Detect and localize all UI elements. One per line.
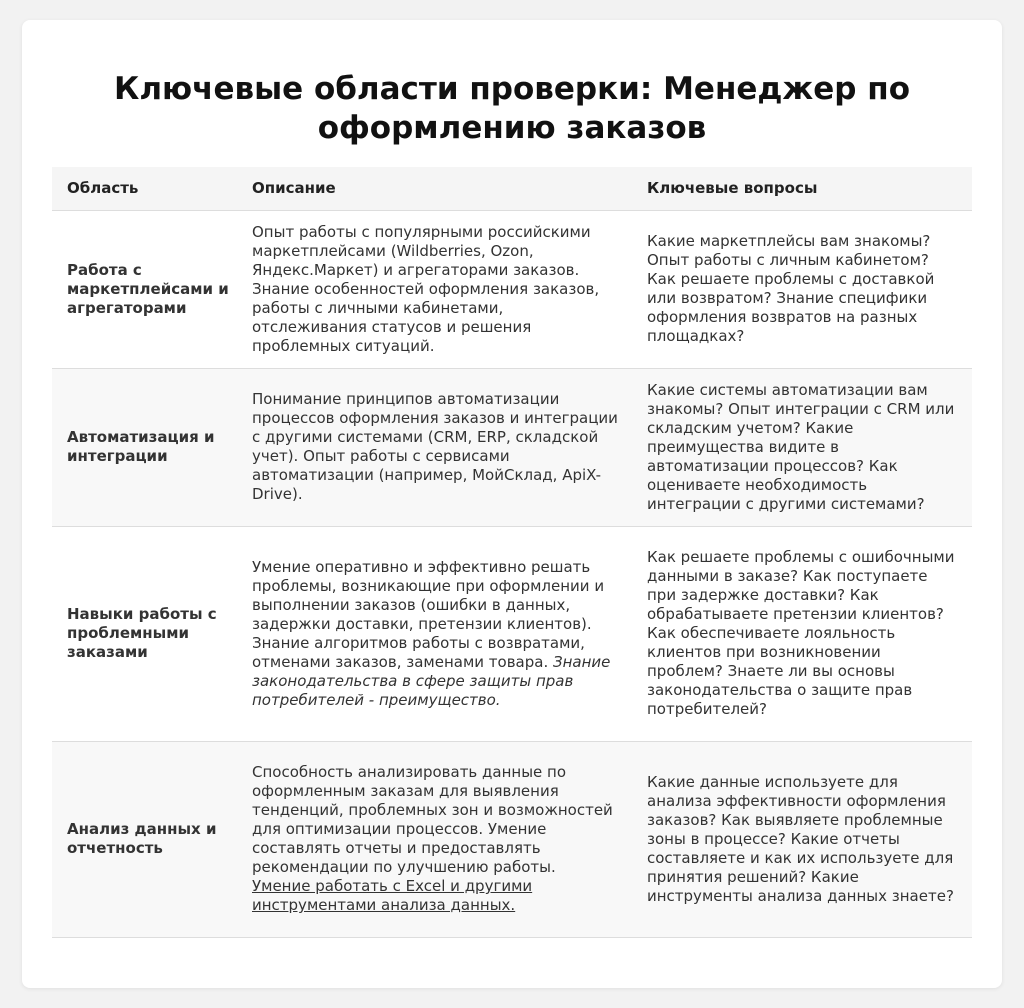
area-cell: Работа с маркетплейсами и агрегаторами [52,210,237,368]
table-row [52,741,972,937]
description-cell: Понимание принципов автоматизации процессов оформления заказов и интеграции с другими системами (CRM, ERP, складской учет). Опыт работы с сервисами автоматизации (например, МойСклад, ApiX-Drive). [237,368,632,526]
checks-table [52,167,972,938]
table-header-row [52,167,972,210]
description-underlined-note: Умение работать с Excel и другими инструментами анализа данных. [252,877,533,914]
questions-cell: Какие системы автоматизации вам знакомы? Опыт интеграции с CRM или складским учетом? Какие преимущества видите в автоматизации процессов? Как оцениваете необходимость интеграции с другими системами? [632,368,972,526]
description-text: Способность анализировать данные по оформленным заказам для выявления тенденций, проблемных зон и возможностей для оптимизации процессов. Умение составлять отчеты и предоставлять рекомендации по улучшению работы. [252,763,613,876]
area-cell: Навыки работы с проблемными заказами [52,526,237,741]
description-cell [237,741,632,937]
header-description: Описание [237,167,632,210]
table-row [52,526,972,741]
page-title: Ключевые области проверки: Менеджер по оформлению заказов [114,71,910,146]
description-cell: Опыт работы с популярными российскими маркетплейсами (Wildberries, Ozon, Яндекс.Маркет) и агрегаторами заказов. Знание особенностей оформления заказов, работы с личными кабинетами, отслеживания статусов и решения проблемных ситуаций. [237,210,632,368]
description-cell [237,526,632,741]
table-row [52,210,972,368]
questions-cell: Какие маркетплейсы вам знакомы? Опыт работы с личным кабинетом? Как решаете проблемы с доставкой или возвратом? Знание специфики оформления возвратов на разных площадках? [632,210,972,368]
header-area: Область [52,167,237,210]
description-text: Умение оперативно и эффективно решать проблемы, возникающие при оформлении и выполнении заказов (ошибки в данных, задержки доставки, претензии клиентов). Знание алгоритмов работы с возвратами, отменами заказов, заменами товара. [252,557,605,671]
description-italic-note: Знание законодательства в сфере защиты прав потребителей - преимущество. [252,652,611,709]
questions-cell: Как решаете проблемы с ошибочными данными в заказе? Как поступаете при задержке доставки? Как обрабатываете претензии клиентов? Как обеспечиваете лояльность клиентов при возникновении проблем? Знаете ли вы основы законодательства о защите прав потребителей? [632,526,972,741]
area-cell: Анализ данных и отчетность [52,741,237,937]
header-questions: Ключевые вопросы [632,167,972,210]
area-cell: Автоматизация и интеграции [52,368,237,526]
questions-cell: Какие данные используете для анализа эффективности оформления заказов? Как выявляете проблемные зоны в процессе? Какие отчеты составляете и как их используете для принятия решений? Какие инструменты анализа данных знаете? [632,741,972,937]
table-row [52,368,972,526]
